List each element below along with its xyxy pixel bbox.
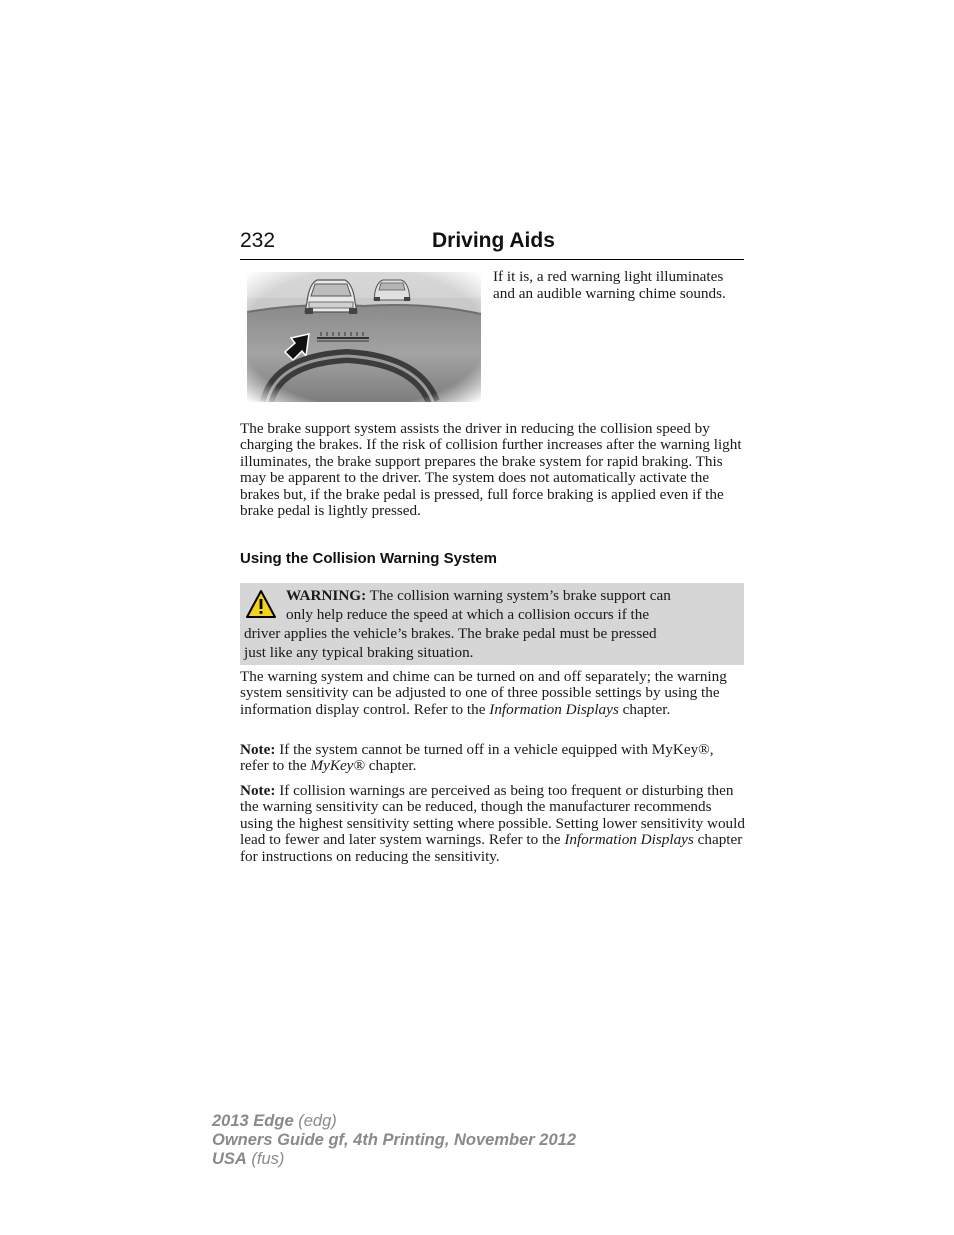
note1-text: If the system cannot be turned off in a vehicle equipped with MyKey®, refer to the (240, 741, 714, 775)
page-number: 232 (240, 229, 276, 252)
windshield-warning-light-illustration (247, 272, 481, 402)
footer-model-code: (edg) (293, 1112, 337, 1130)
para2-tail: chapter. (618, 700, 671, 718)
footer-region: USA (212, 1150, 247, 1168)
note1-label: Note: (240, 741, 276, 758)
note-mykey (240, 742, 745, 775)
warning-text (244, 586, 734, 662)
para2-text: The warning system and chime can be turned on and off separately; the warning system sensitivity can be adjusted to one of three possible settings by using the information display control. Refer to the (240, 668, 727, 718)
note1-ref: MyKey® (310, 757, 365, 775)
warning-line-1: The collision warning system’s brake support can (366, 587, 671, 604)
footer-model: 2013 Edge (212, 1112, 294, 1130)
note2-label: Note: (240, 782, 276, 799)
sensitivity-paragraph (240, 669, 745, 718)
section-title: Driving Aids (432, 229, 555, 252)
page-footer (212, 1112, 576, 1169)
footer-region-code: (fus) (246, 1150, 285, 1168)
warning-line-2: only help reduce the speed at which a collision occurs if the (286, 606, 650, 623)
brake-support-paragraph: The brake support system assists the driver in reducing the collision speed by charging the brakes. If the risk of collision further increases after the warning light illuminates, the brake support prepares the brake system for rapid braking. This may be apparent to the driver. The system does not automatically activate the brakes but, if the brake pedal is pressed, full force braking is applied even if the brake pedal is lightly pressed. (240, 420, 742, 520)
note-sensitivity (240, 783, 745, 865)
warning-line-4: just like any typical braking situation. (244, 644, 474, 661)
warning-box (240, 583, 744, 665)
footer-guide: Owners Guide gf, 4th Printing, November 2012 (212, 1131, 576, 1149)
para2-ref: Information Displays (489, 700, 619, 718)
note2-tail: chapter for instructions on reducing the sensitivity. (240, 831, 743, 865)
subheading: Using the Collision Warning System (240, 550, 497, 567)
note2-text: If collision warnings are perceived as being too frequent or disturbing then the warning sensitivity can be reduced, though the manufacturer recommends using the highest sensitivity setting where possible. Setting lower sensitivity would lead to fewer and later system warnings. Refer to the (240, 782, 745, 849)
warning-label: WARNING: (286, 587, 367, 604)
page-header (240, 229, 744, 260)
side-text: If it is, a red warning light illuminates and an audible warning chime sounds. (493, 268, 726, 302)
note2-ref: Information Displays (564, 831, 694, 849)
note1-tail: chapter. (364, 757, 417, 775)
warning-line-3: driver applies the vehicle’s brakes. The brake pedal must be pressed (244, 625, 657, 642)
